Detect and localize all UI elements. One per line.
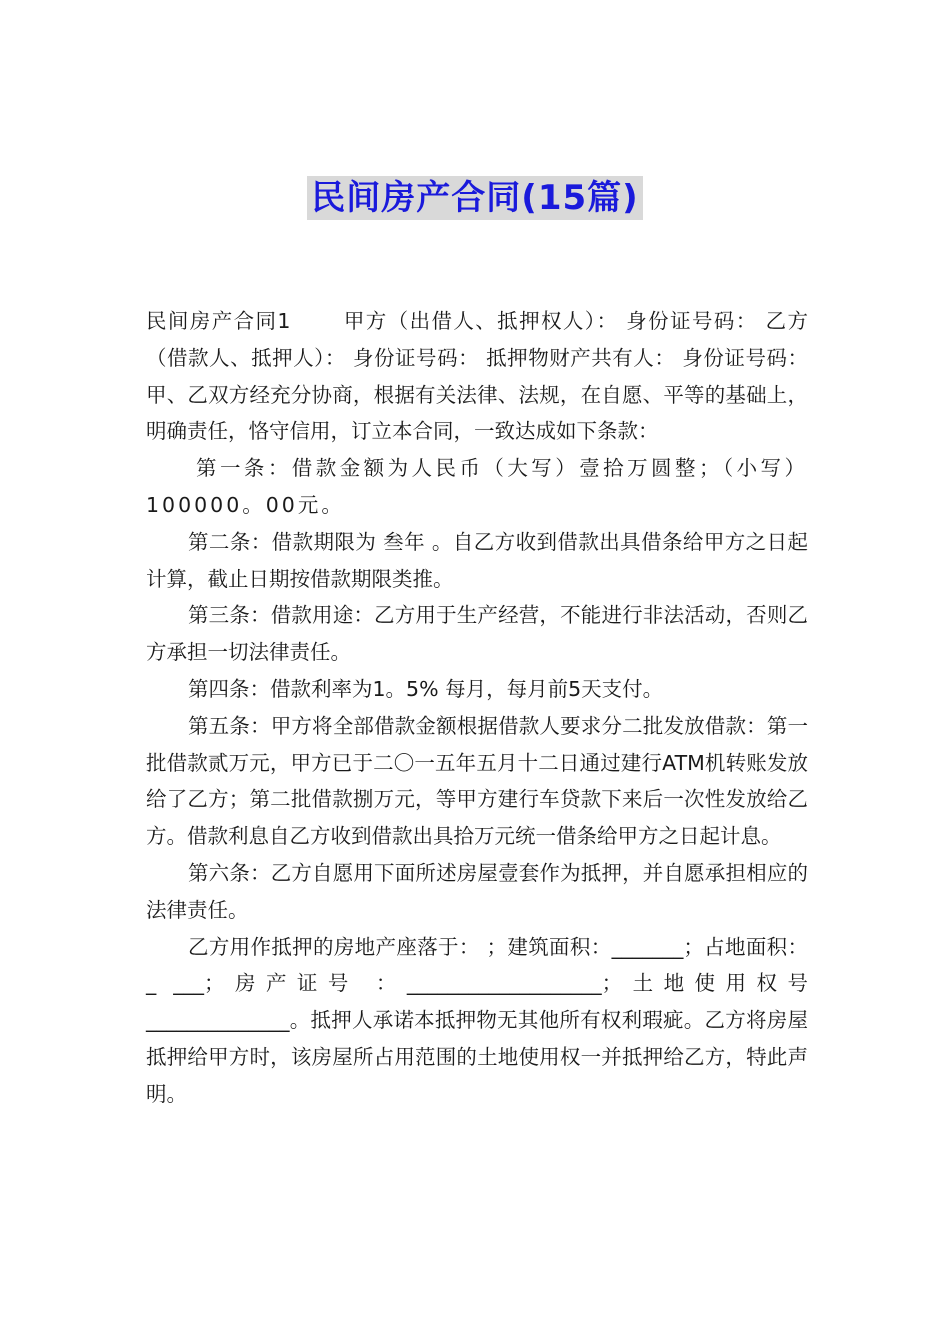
- certificate-blank: ___________________: [406, 971, 602, 996]
- paragraph-article-3: 第三条：借款用途：乙方用于生产经营，不能进行非法活动，否则乙方承担一切法律责任。: [146, 603, 808, 665]
- contract-heading: 民间房产合同1: [146, 309, 291, 333]
- paragraph-article-4: 第四条：借款利率为1。5% 每月，每月前5天支付。: [188, 676, 664, 701]
- land-right-blank: ______________: [146, 1008, 290, 1033]
- land-right-label: ；土地使用权号: [601, 971, 808, 996]
- title-container: [0, 176, 950, 220]
- building-area-blank: _______: [611, 934, 684, 959]
- paragraph-intro: [146, 303, 808, 450]
- land-area-blank: _ ___: [146, 971, 204, 996]
- paragraph-article-5: 第五条：甲方将全部借款金额根据借款人要求分二批发放借款：第一批借款贰万元，甲方已于二〇一五年五月十二日通过建行ATM机转账发放给了乙方；第二批借款捌万元，等甲方建行车贷款下来后一次性发放给乙方。借款利息自乙方收到借款出具拾万元统一借条给甲方之日起计息。: [146, 713, 808, 849]
- statement-text: 。抵押人承诺本抵押物无其他所有权利瑕疵。乙方将房屋抵押给甲方时，该房屋所占用范围的土地使用权一并抵押给乙方，特此声明。: [146, 1008, 808, 1106]
- document-title: 民间房产合同(15篇): [307, 176, 642, 220]
- property-location-text: 乙方用作抵押的房地产座落于： ；建筑面积：: [188, 934, 612, 959]
- document-body: [146, 303, 808, 1113]
- paragraph-mortgage-property: [146, 929, 808, 1113]
- paragraph-article-6: 第六条：乙方自愿用下面所述房屋壹套作为抵押，并自愿承担相应的法律责任。: [146, 860, 808, 922]
- paragraph-article-2: 第二条：借款期限为 叁年 。自乙方收到借款出具借条给甲方之日起计算，截止日期按借款期限类推。: [146, 529, 808, 591]
- certificate-label: ；房产证号 ：: [204, 971, 407, 996]
- paragraph-article-1: 第一条：借款金额为人民币（大写）壹拾万圆整；（小写）100000。00元。: [146, 456, 808, 517]
- parties-text: 甲方（出借人、抵押权人）： 身份证号码： 乙方（借款人、抵押人）： 身份证号码： 抵押物财产共有人： 身份证号码： 甲、乙双方经充分协商，根据有关法律、法规，在自愿、平等的基础上，明确责任，恪守信用，订立本合同，一致达成如下条款：: [146, 309, 808, 444]
- land-area-label: ；占地面积：: [683, 934, 809, 959]
